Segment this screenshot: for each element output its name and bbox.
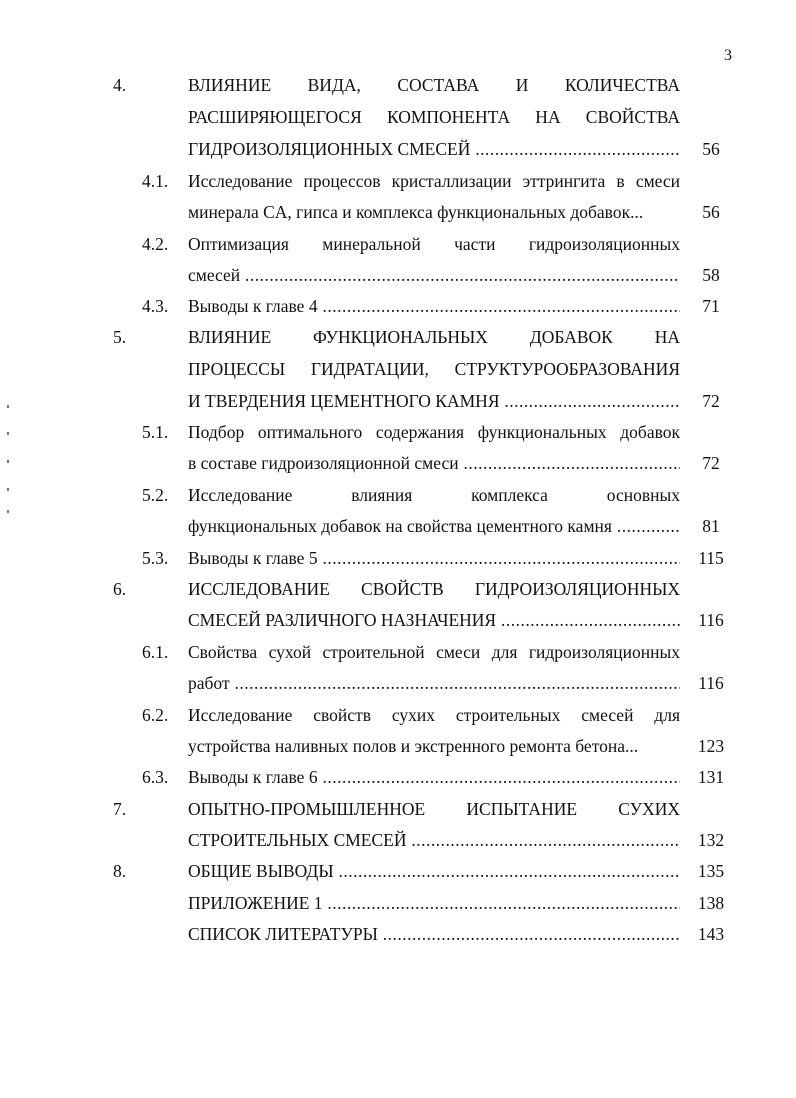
toc-entry-page: 72 (702, 453, 720, 473)
toc-entry-page: 72 (702, 391, 720, 411)
toc-entry-page: 143 (697, 924, 725, 944)
toc-entry-title-line[interactable]: ВЛИЯНИЕ ВИДА, СОСТАВА И КОЛИЧЕСТВА (188, 75, 680, 95)
toc-entry-number: 5.1. (142, 422, 169, 442)
toc-entry-page: 56 (702, 139, 720, 159)
toc-entry-page: 135 (697, 861, 725, 881)
scan-mark (7, 460, 9, 463)
toc-entry-page: 58 (702, 265, 720, 285)
toc-entry-page: 81 (702, 516, 720, 536)
scan-mark (7, 432, 9, 435)
toc-entry-title-line[interactable]: РАСШИРЯЮЩЕГОСЯ КОМПОНЕНТА НА СВОЙСТВА (188, 107, 680, 127)
toc-entry-title-line[interactable]: Свойства сухой строительной смеси для гидроизоляционных (188, 642, 680, 662)
toc-entry-title-line[interactable]: ОПЫТНО-ПРОМЫШЛЕННОЕ ИСПЫТАНИЕ СУХИХ (188, 799, 680, 819)
toc-entry-number: 4. (113, 75, 127, 95)
toc-entry-title-line[interactable]: СМЕСЕЙ РАЗЛИЧНОГО НАЗНАЧЕНИЯ ..... (188, 605, 680, 635)
toc-entry-page: 131 (697, 767, 725, 787)
toc-entry-title-line[interactable]: Исследование влияния комплекса основных (188, 485, 680, 505)
toc-entry-title-line[interactable]: устройства наливных полов и экстренного ремонта бетона... (188, 736, 639, 756)
toc-entry-title-line[interactable]: Выводы к главе 5 ..... (188, 543, 680, 573)
toc-entry-title-line[interactable]: И ТВЕРДЕНИЯ ЦЕМЕНТНОГО КАМНЯ ..... (188, 386, 680, 416)
page-number: 3 (724, 47, 732, 64)
toc-entry-number: 7. (113, 799, 127, 819)
toc-entry-number: 6. (113, 579, 127, 599)
toc-entry-number: 4.3. (142, 296, 169, 316)
toc-entry-title-line[interactable]: Оптимизация минеральной части гидроизоляционных (188, 234, 680, 254)
toc-entry-number: 4.2. (142, 234, 169, 254)
toc-entry-title-line[interactable]: в составе гидроизоляционной смеси ..... (188, 448, 680, 478)
toc-entry-title-line[interactable]: ВЛИЯНИЕ ФУНКЦИОНАЛЬНЫХ ДОБАВОК НА (188, 327, 680, 347)
toc-entry-title-line[interactable]: функциональных добавок на свойства цементного камня ..... (188, 511, 680, 541)
toc-entry-title-line[interactable]: ОБЩИЕ ВЫВОДЫ ..... (188, 856, 680, 886)
toc-entry-title-line[interactable]: Исследование свойств сухих строительных смесей для (188, 705, 680, 725)
toc-entry-title-line[interactable]: Исследование процессов кристаллизации эттрингита в смеси (188, 171, 680, 191)
toc-entry-page: 116 (698, 673, 724, 693)
toc-entry-number: 4.1. (142, 171, 169, 191)
scan-mark (7, 488, 9, 491)
scan-mark (7, 405, 9, 408)
toc-entry-title-line[interactable]: минерала CA, гипса и комплекса функциональных добавок... (188, 202, 644, 222)
toc-entry-number: 8. (113, 861, 127, 881)
toc-entry-page: 132 (697, 830, 725, 850)
toc-entry-title-line[interactable]: СТРОИТЕЛЬНЫХ СМЕСЕЙ ..... (188, 825, 680, 855)
toc-entry-page: 71 (702, 296, 720, 316)
toc-entry-title-line[interactable]: ГИДРОИЗОЛЯЦИОННЫХ СМЕСЕЙ ..... (188, 134, 680, 164)
toc-entry-number: 6.3. (142, 767, 169, 787)
toc-entry-title-line[interactable]: ПРОЦЕССЫ ГИДРАТАЦИИ, СТРУКТУРООБРАЗОВАНИЯ (188, 359, 680, 379)
toc-entry-title-line[interactable]: Выводы к главе 6 ..... (188, 762, 680, 792)
toc-entry-title-line[interactable]: ПРИЛОЖЕНИЕ 1 ..... (188, 888, 680, 918)
toc-entry-title-line[interactable]: ИССЛЕДОВАНИЕ СВОЙСТВ ГИДРОИЗОЛЯЦИОННЫХ (188, 579, 680, 599)
toc-entry-number: 5.2. (142, 485, 169, 505)
scan-mark (7, 510, 9, 513)
toc-entry-page: 123 (697, 736, 725, 756)
toc-entry-title-line[interactable]: Подбор оптимального содержания функциональных добавок (188, 422, 680, 442)
toc-entry-page: 115 (698, 548, 724, 568)
toc-entry-page: 138 (697, 893, 725, 913)
toc-entry-number: 6.1. (142, 642, 169, 662)
toc-entry-page: 116 (698, 610, 724, 630)
toc-entry-number: 6.2. (142, 705, 169, 725)
toc-entry-title-line[interactable]: смесей ..... (188, 260, 680, 290)
toc-entry-title-line[interactable]: СПИСОК ЛИТЕРАТУРЫ ..... (188, 919, 680, 949)
toc-entry-number: 5. (113, 327, 127, 347)
toc-entry-number: 5.3. (142, 548, 169, 568)
toc-entry-title-line[interactable]: работ ..... (188, 668, 680, 698)
toc-entry-title-line[interactable]: Выводы к главе 4 ..... (188, 291, 680, 321)
toc-entry-page: 56 (702, 202, 720, 222)
